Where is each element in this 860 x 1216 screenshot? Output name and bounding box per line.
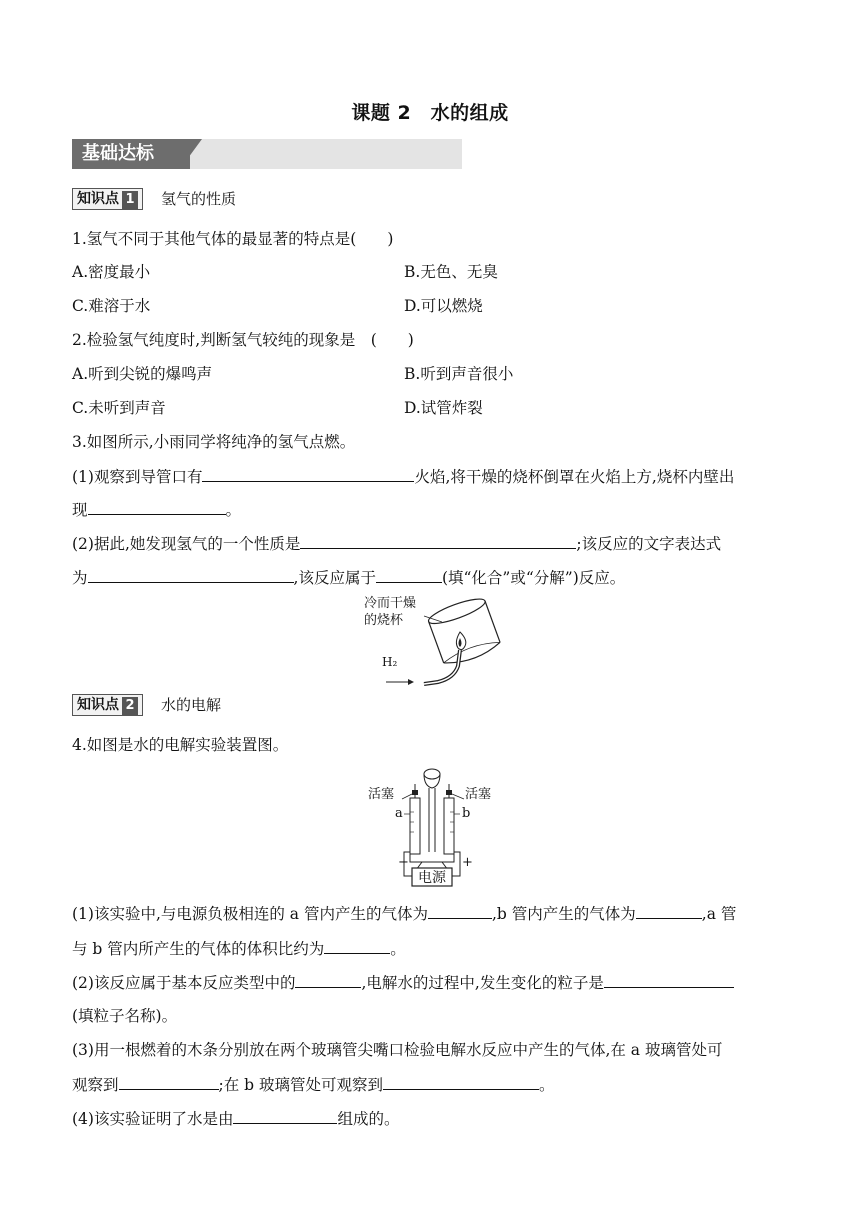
- answer-blank[interactable]: [428, 902, 492, 919]
- knowledge-point-2: [72, 694, 221, 716]
- kp-tag: 知识点: [77, 191, 119, 207]
- figure-label: 冷而干燥: [364, 596, 417, 611]
- question-1-stem: 1.氢气不同于其他气体的最显著的特点是( ): [72, 230, 394, 248]
- positive-terminal-label: +: [462, 855, 473, 870]
- left-stopcock-label: 活塞: [368, 787, 395, 802]
- q4-part-3-line-2: 观察到 ;在 b 玻璃管处可观察到 。: [72, 1073, 555, 1096]
- answer-blank[interactable]: [119, 1073, 219, 1090]
- answer-blank[interactable]: [383, 1073, 539, 1090]
- q4-part-4: (4)该实验证明了水是由 组成的。: [72, 1107, 399, 1130]
- answer-blank[interactable]: [233, 1107, 337, 1124]
- q4-part-1-line-2: 与 b 管内所产生的气体的体积比约为 。: [72, 937, 406, 960]
- kp-number: 2: [122, 697, 138, 715]
- q4-part-1-line-1: (1)该实验中,与电源负极相连的 a 管内产生的气体为 ,b 管内产生的气体为 ,a 管: [72, 902, 736, 925]
- tube-b-label: b: [462, 806, 471, 821]
- kp-name: 水的电解: [161, 696, 222, 714]
- q2-option-b: B.听到声音很小: [404, 365, 514, 383]
- answer-blank[interactable]: [376, 566, 442, 583]
- q3-part-1-line-1: (1)观察到导管口有 火焰,将干燥的烧杯倒罩在火焰上方,烧杯内壁出: [72, 465, 734, 488]
- knowledge-point-1: [72, 188, 236, 210]
- q1-option-d: D.可以燃烧: [404, 297, 483, 315]
- q2-option-d: D.试管炸裂: [404, 399, 483, 417]
- answer-blank[interactable]: [295, 971, 361, 988]
- q2-option-a: A.听到尖锐的爆鸣声: [72, 365, 213, 383]
- answer-blank[interactable]: [636, 902, 702, 919]
- kp-tag: 知识点: [77, 697, 119, 713]
- question-2-stem: 2.检验氢气纯度时,判断氢气较纯的现象是 ( ): [72, 331, 414, 349]
- answer-blank[interactable]: [300, 532, 576, 549]
- answer-blank[interactable]: [324, 937, 390, 954]
- question-3-stem: 3.如图所示,小雨同学将纯净的氢气点燃。: [72, 433, 356, 451]
- h2-label: H₂: [382, 655, 398, 669]
- q1-option-b: B.无色、无臭: [404, 263, 498, 281]
- section-banner: [72, 139, 462, 169]
- answer-blank[interactable]: [88, 498, 226, 515]
- q4-part-2-line-1: (2)该反应属于基本反应类型中的 ,电解水的过程中,发生变化的粒子是: [72, 971, 734, 994]
- beaker-flame-drawing: [364, 596, 504, 688]
- q3-part-2-line-2: 为 ,该反应属于 (填“化合”或“分解”)反应。: [72, 566, 625, 589]
- q3-part-2-line-1: (2)据此,她发现氢气的一个性质是 ;该反应的文字表达式: [72, 532, 721, 555]
- q4-part-3-line-1: (3)用一根燃着的木条分别放在两个玻璃管尖嘴口检验电解水反应中产生的气体,在 a 玻璃管处可: [72, 1041, 723, 1059]
- kp-name: 氢气的性质: [161, 190, 237, 208]
- page-title: 课题 2 水的组成: [351, 102, 509, 124]
- negative-terminal-label: −: [398, 855, 409, 870]
- q4-part-2-line-2: (填粒子名称)。: [72, 1007, 178, 1025]
- power-supply-label: 电源: [418, 870, 446, 886]
- q1-option-c: C.难溶于水: [72, 297, 151, 315]
- question-4-stem: 4.如图是水的电解实验装置图。: [72, 736, 289, 754]
- section-label: 基础达标: [72, 139, 190, 169]
- answer-blank[interactable]: [202, 465, 414, 482]
- answer-blank[interactable]: [88, 566, 294, 583]
- electrolysis-figure: [366, 766, 500, 890]
- figure-label: 的烧杯: [364, 613, 404, 628]
- answer-blank[interactable]: [604, 971, 734, 988]
- hydrogen-flame-figure: [364, 596, 504, 688]
- q2-option-c: C.未听到声音: [72, 399, 166, 417]
- tube-a-label: a: [395, 806, 403, 821]
- q3-part-1-line-2: 现 。: [72, 498, 241, 521]
- q1-option-a: A.密度最小: [72, 263, 151, 281]
- kp-number: 1: [122, 191, 138, 209]
- right-stopcock-label: 活塞: [465, 787, 492, 802]
